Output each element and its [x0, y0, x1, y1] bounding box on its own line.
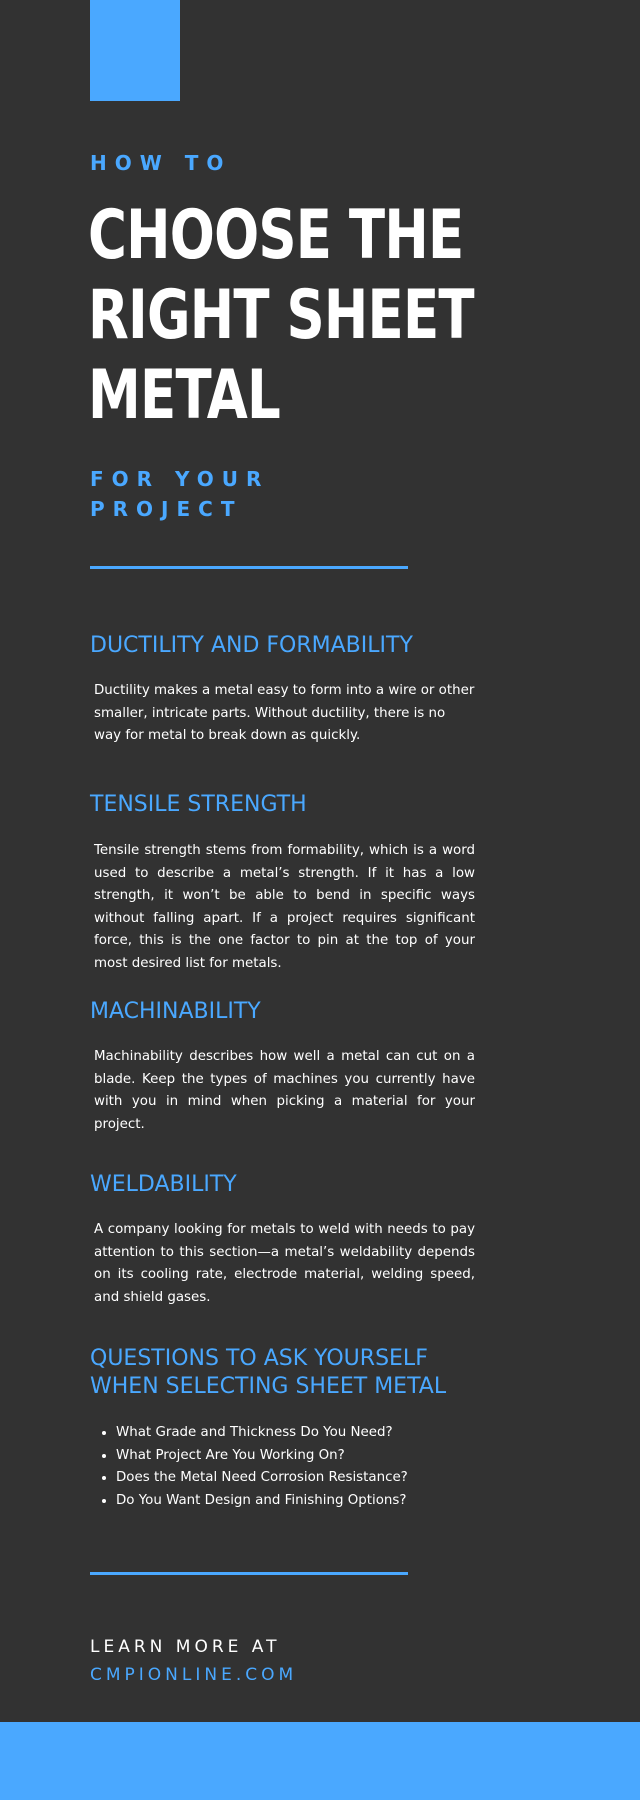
section-body-weldability: A company looking for metals to weld with needs to pay attention to this section—a metal’s weldability depends on its cooling rate, electrode material, welding speed, and shield gases.	[94, 1222, 475, 1305]
section-body-ductility: Ductility makes a metal easy to form into a wire or other smaller, intricate parts. Without ductility, there is no way for metal to break down as quickly.	[94, 683, 475, 743]
title-line: CHOOSE THE	[88, 196, 464, 275]
list-item: • What Grade and Thickness Do You Need?	[116, 1422, 536, 1445]
list-item: • What Project Are You Working On?	[116, 1445, 536, 1468]
website-link[interactable]: CMPIONLINE.COM	[90, 1665, 298, 1685]
title-line: RIGHT SHEET	[88, 276, 474, 355]
subtitle-line: PROJECT	[90, 497, 243, 521]
section-heading-weldability: WELDABILITY	[90, 1172, 237, 1197]
divider-bottom	[90, 1572, 408, 1575]
divider-top	[90, 566, 408, 569]
list-item: • Do You Want Design and Finishing Options?	[116, 1490, 536, 1513]
section-heading-tensile-strength: TENSILE STRENGTH	[90, 792, 307, 817]
section-heading-machinability: MACHINABILITY	[90, 999, 261, 1024]
subtitle-line: FOR YOUR	[90, 467, 270, 491]
questions-heading-line: QUESTIONS TO ASK YOURSELF	[90, 1346, 428, 1371]
section-body-machinability: Machinability describes how well a metal can cut on a blade. Keep the types of machines you currently have with you in mind when picking a material for your project.	[94, 1049, 475, 1132]
eyebrow-how-to: HOW TO	[90, 151, 232, 175]
learn-more-label: LEARN MORE AT	[90, 1637, 281, 1657]
subtitle	[90, 464, 390, 524]
questions-list	[94, 1422, 536, 1512]
list-item: • Does the Metal Need Corrosion Resistance?	[116, 1467, 536, 1490]
page-title	[88, 196, 474, 436]
section-body-tensile-strength: Tensile strength stems from formability, which is a word used to describe a metal’s strength. If it has a low strength, it won’t be able to bend in specific ways without falling apart. If a project requires significant force, this is the one factor to pin at the top of your most desired list for metals.	[94, 843, 475, 971]
section-heading-ductility: DUCTILITY AND FORMABILITY	[90, 633, 413, 658]
title-line: METAL	[88, 356, 281, 435]
questions-heading-line: WHEN SELECTING SHEET METAL	[90, 1374, 447, 1399]
questions-heading	[90, 1345, 550, 1401]
top-accent-block	[90, 0, 180, 101]
footer-accent-bar	[0, 1722, 640, 1800]
